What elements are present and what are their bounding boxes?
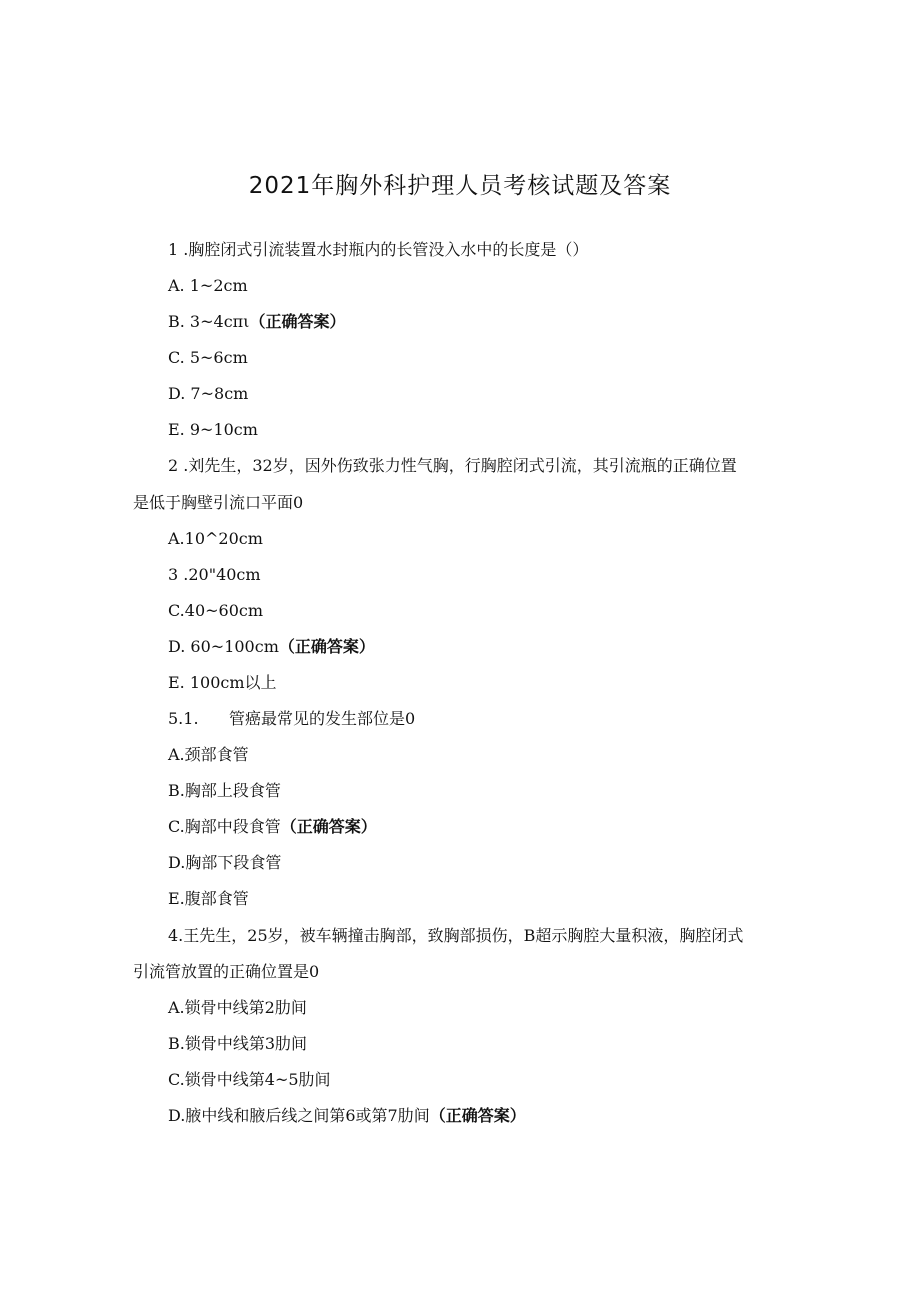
question-2-option-c: C.40~60cm: [168, 601, 264, 620]
option-text: D. 60~100cm: [168, 637, 279, 656]
question-4-option-d: [168, 1106, 526, 1126]
option-text: D.腋中线和腋后线之间第6或第7肋间: [168, 1106, 430, 1125]
question-3-option-b: B.胸部上段食管: [168, 781, 281, 800]
question-2-option-b: 3 .20"40cm: [168, 565, 261, 584]
question-1-option-c: C. 5~6cm: [168, 348, 248, 367]
question-4-option-c: C.锁骨中线第4~5肋间: [168, 1070, 331, 1089]
question-2-stem-line-1: 2 .刘先生，32岁，因外伤致张力性气胸，行胸腔闭式引流，其引流瓶的正确位置: [168, 456, 737, 475]
question-3-option-d: D.胸部下段食管: [168, 853, 282, 872]
question-1-stem: 1 .胸腔闭式引流装置水封瓶内的长管没入水中的长度是（）: [168, 240, 589, 259]
option-text: C.胸部中段食管: [168, 817, 281, 836]
document-title: 2021年胸外科护理人员考核试题及答案: [248, 173, 672, 199]
question-2-option-a: A.10^20cm: [168, 529, 263, 548]
question-1-option-e: E. 9~10cm: [168, 420, 258, 439]
question-2-option-d: [168, 637, 375, 657]
question-3-option-c: [168, 817, 377, 837]
question-1-option-a: A. 1~2cm: [168, 276, 248, 295]
question-3-option-a: A.颈部食管: [168, 745, 249, 764]
correct-answer-marker: （正确答案）: [249, 312, 346, 331]
question-3-stem: 5.1. 管癌最常见的发生部位是0: [168, 709, 416, 728]
question-1-option-b: [168, 312, 345, 332]
question-4-stem-line-2: 引流管放置的正确位置是0: [133, 962, 320, 981]
question-1-option-d: D. 7~8cm: [168, 384, 249, 403]
question-2-option-e: E. 100cm以上: [168, 673, 277, 692]
question-4-stem-line-1: 4.王先生，25岁，被车辆撞击胸部，致胸部损伤，B超示胸腔大量积液，胸腔闭式: [168, 926, 744, 945]
correct-answer-marker: （正确答案）: [278, 637, 375, 656]
question-4-option-a: A.锁骨中线第2肋间: [168, 998, 307, 1017]
option-text: B. 3~4cπι: [168, 312, 250, 331]
question-3-option-e: E.腹部食管: [168, 889, 249, 908]
correct-answer-marker: （正确答案）: [280, 817, 377, 836]
question-2-stem-line-2: 是低于胸壁引流口平面0: [133, 493, 304, 512]
correct-answer-marker: （正确答案）: [429, 1106, 526, 1125]
question-4-option-b: B.锁骨中线第3肋间: [168, 1034, 308, 1053]
